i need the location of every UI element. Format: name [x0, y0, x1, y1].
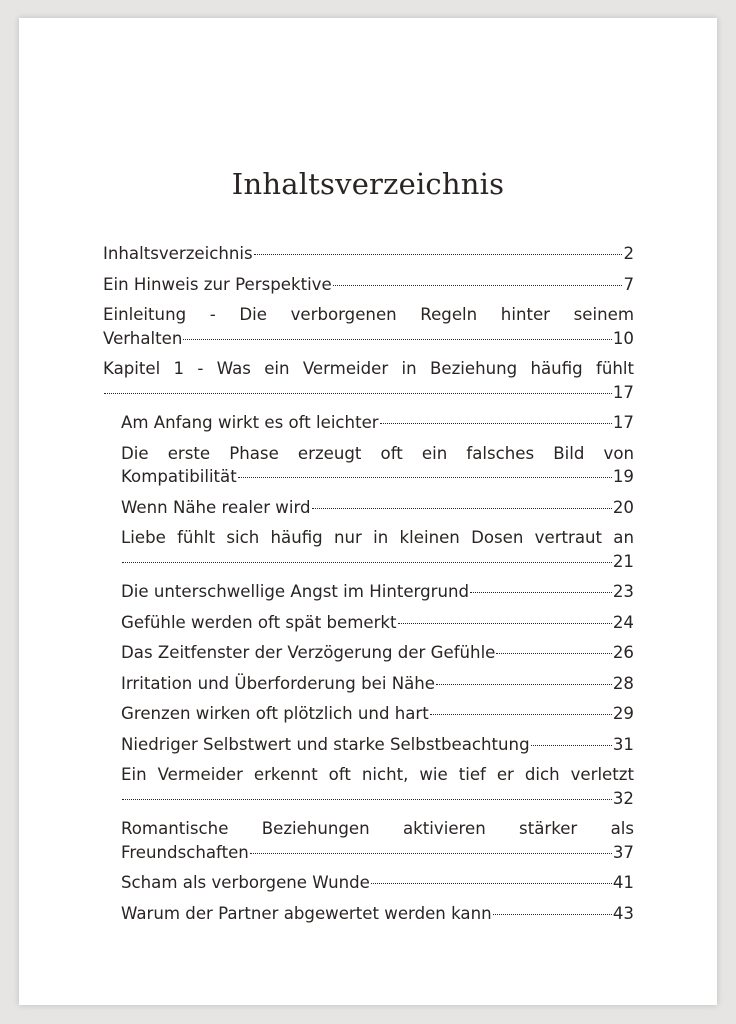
toc-entry-text-line: Ein Vermeider erkennt oft nicht, wie tief er dich verletzt: [121, 765, 634, 784]
toc-entry-last-line: [121, 733, 634, 757]
table-of-contents: [103, 242, 634, 932]
toc-entry-last-line: [121, 496, 634, 520]
dot-leader: [238, 477, 612, 478]
toc-entry-last-line: [121, 787, 634, 811]
toc-entry-text-line: Kapitel 1 - Was ein Vermeider in Beziehung häufig fühlt: [103, 359, 634, 378]
dot-leader: [333, 285, 623, 286]
dot-leader: [531, 745, 612, 746]
dot-leader: [496, 653, 611, 654]
dot-leader: [430, 714, 612, 715]
toc-entry[interactable]: [103, 242, 634, 266]
toc-entry-last-line: [121, 702, 634, 726]
dot-leader: [380, 423, 612, 424]
toc-entry-last-line: [121, 465, 634, 489]
toc-entry-last-line: [121, 672, 634, 696]
toc-entry-last-line: [103, 273, 634, 297]
toc-entry[interactable]: [103, 902, 634, 926]
toc-entry-title: Inhaltsverzeichnis: [103, 244, 253, 263]
toc-entry-title: Freundschaften: [121, 842, 249, 862]
dot-leader: [470, 592, 612, 593]
toc-page-number: 7: [623, 274, 634, 294]
toc-entry-last-line: [121, 580, 634, 604]
document-page: [19, 18, 717, 1005]
toc-entry[interactable]: [103, 871, 634, 895]
toc-entry-title: Das Zeitfenster der Verzögerung der Gefühle: [121, 643, 496, 662]
toc-page-number: 37: [612, 842, 634, 862]
toc-entry-last-line: [121, 902, 634, 926]
toc-entry[interactable]: [103, 442, 634, 489]
toc-page-number: 17: [612, 382, 634, 402]
toc-entry-last-line: [121, 411, 634, 435]
toc-entry-text-line: Romantische Beziehungen aktivieren stärker als: [121, 819, 634, 838]
toc-entry-title: Die unterschwellige Angst im Hintergrund: [121, 582, 470, 601]
toc-page-number: 21: [612, 551, 634, 571]
toc-entry-title: Ein Hinweis zur Perspektive: [103, 274, 332, 294]
toc-page-number: 26: [612, 643, 634, 662]
page-title: Inhaltsverzeichnis: [231, 167, 505, 201]
toc-entry-last-line: [103, 381, 634, 405]
toc-page-number: 29: [612, 704, 634, 723]
toc-page-number: 10: [612, 328, 634, 348]
toc-entry[interactable]: [103, 817, 634, 864]
toc-entry[interactable]: [103, 411, 634, 435]
toc-entry[interactable]: [103, 611, 634, 635]
toc-entry-title: Irritation und Überforderung bei Nähe: [121, 673, 436, 693]
dot-leader: [122, 562, 612, 563]
toc-entry[interactable]: [103, 580, 634, 604]
toc-entry[interactable]: [103, 496, 634, 520]
toc-entry-text-line: Liebe fühlt sich häufig nur in kleinen Dosen vertraut an: [121, 528, 634, 547]
toc-page-number: 41: [612, 873, 634, 892]
toc-entry[interactable]: [103, 526, 634, 573]
toc-entry[interactable]: [103, 672, 634, 696]
toc-entry-last-line: [121, 611, 634, 635]
toc-entry-title: Warum der Partner abgewertet werden kann: [121, 903, 492, 923]
toc-entry-title: Verhalten: [103, 328, 183, 348]
toc-page-number: 32: [612, 788, 634, 808]
toc-entry[interactable]: [103, 702, 634, 726]
toc-entry-text-line: Die erste Phase erzeugt oft ein falsches Bild von: [121, 443, 634, 463]
toc-page-number: 31: [612, 734, 634, 754]
dot-leader: [312, 508, 612, 509]
dot-leader: [493, 914, 612, 915]
toc-entry-last-line: [121, 550, 634, 574]
toc-entry-title: Wenn Nähe realer wird: [121, 497, 311, 517]
toc-entry-last-line: [121, 641, 634, 665]
toc-entry-title: Gefühle werden oft spät bemerkt: [121, 612, 397, 632]
dot-leader: [398, 623, 612, 624]
toc-page-number: 24: [612, 612, 634, 632]
toc-entry[interactable]: [103, 357, 634, 404]
toc-page-number: 23: [612, 582, 634, 601]
toc-entry-title: Scham als verborgene Wunde: [121, 873, 370, 892]
toc-entry-last-line: [121, 871, 634, 895]
dot-leader: [104, 393, 612, 394]
toc-page-number: 20: [612, 497, 634, 517]
toc-page-number: 19: [612, 467, 634, 486]
toc-entry[interactable]: [103, 303, 634, 350]
toc-entry[interactable]: [103, 273, 634, 297]
toc-entry-title: Kompatibilität: [121, 467, 237, 486]
toc-entry-last-line: [103, 242, 634, 266]
toc-entry-title: Am Anfang wirkt es oft leichter: [121, 413, 379, 432]
dot-leader: [122, 799, 612, 800]
toc-entry[interactable]: [103, 641, 634, 665]
toc-entry-title: Niedriger Selbstwert und starke Selbstbeachtung: [121, 734, 530, 754]
dot-leader: [250, 853, 612, 854]
toc-entry-text-line: Einleitung - Die verborgenen Regeln hinter seinem: [103, 305, 634, 324]
toc-page-number: 2: [623, 244, 634, 263]
toc-entry-title: Grenzen wirken oft plötzlich und hart: [121, 704, 429, 723]
dot-leader: [254, 254, 623, 255]
dot-leader: [371, 883, 612, 884]
dot-leader: [183, 339, 612, 340]
toc-entry-last-line: [103, 327, 634, 351]
toc-entry[interactable]: [103, 733, 634, 757]
toc-page-number: 43: [612, 903, 634, 923]
toc-page-number: 17: [612, 413, 634, 432]
toc-entry[interactable]: [103, 763, 634, 810]
toc-page-number: 28: [612, 673, 634, 693]
toc-entry-last-line: [121, 841, 634, 865]
dot-leader: [436, 684, 612, 685]
